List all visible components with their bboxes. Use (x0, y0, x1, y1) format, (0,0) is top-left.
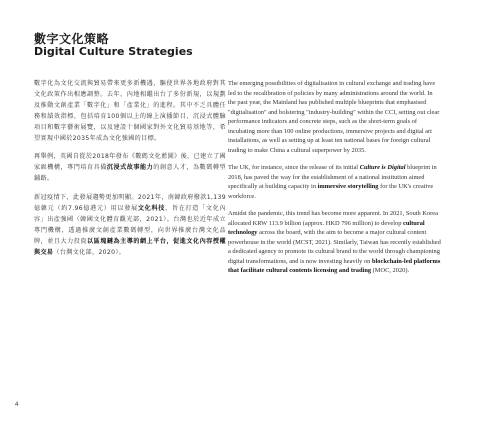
english-column (228, 79, 442, 284)
en-paragraph-3 (228, 209, 442, 276)
zh-p2-text-c: 的創意人才，為數碼轉型鋪路。 (34, 164, 226, 183)
en-p2-bold-immersive: immersive storytelling (317, 183, 379, 190)
zh-paragraph-3 (34, 193, 226, 258)
page-title-english: Digital Culture Strategies (34, 45, 193, 58)
en-p2-text-a: The UK, for instance, since the release of its initial (228, 164, 360, 171)
en-paragraph-1: The emerging possibilities of digitalisation in cultural exchange and trading have led to the recalibration of policies by many administrations around the world. In the past year, the Mainland has published multiple blueprints that emphasised "digitalisation" and bolstering "industry-building" within the CCI, setting out clear performance indicators and concrete steps, such as the short-term goals of incubating more than 100 online productions, immersive projects and digital art installations, as well as setting up at least ten national bases for foreign cultural trading to make China a cultural superpower by 2035. (228, 80, 440, 154)
zh-paragraph-2 (34, 152, 226, 185)
zh-p3-bold-blockchain: 以區塊鏈為主導的網上平台，促進文化內容授權與交易 (34, 237, 226, 256)
zh-paragraph-1: 數字化為文化交流與貿易帶來更多新機遇，驅使世界各地政府對其文化政策作出相應調整。去年，內地相繼出台了多份新規，以規劃及推動文創產業「數字化」和「產業化」的進程。其中不乏具體任務和績效指標，包括培育100個以上的線上演播節目、沉浸式體驗項目和數字藝術展覽，以及建設十個國家對外文化貿易基地等，希望實現中國於2035年成為文化強國的目標。 (34, 80, 226, 142)
en-p3-text-a: Amidst the pandemic, this trend has become more apparent. In 2021, South Korea allocated KRW 113.9 billion (approx. HKD 796 million) to develop (228, 210, 438, 227)
zh-p3-text-e: （台灣文化部，2020）。 (53, 248, 126, 256)
en-p3-text-e: (MOC, 2020). (371, 267, 410, 274)
chinese-column (34, 79, 226, 267)
en-p2-text-e: for the UK's creative workforce. (228, 183, 434, 200)
zh-p3-bold-culture-tech: 文化科技 (137, 205, 166, 213)
zh-p2-bold-immersive: 沉浸式故事能力 (106, 164, 154, 172)
en-p3-text-c: across the board, with the aim to become a major cultural content powerhouse in the world (MCST, 2021). Similarly, Taiwan has recently established a dedicated agency to promote its cultural brand to the world through championing digital transformations, and is now investing heavily on (228, 229, 441, 265)
page-number: 4 (15, 402, 19, 408)
en-paragraph-2 (228, 163, 442, 201)
en-p2-italic-title: Culture is Digital (359, 164, 406, 171)
en-p3-bold-blockchain: blockchain-led platforms that facilitate cultural contents licensing and trading (228, 257, 441, 274)
en-p3-bold-culture-tech: cultural technology (228, 219, 425, 236)
page-title-chinese: 數字文化策略 (34, 32, 110, 46)
en-p2-text-c: blueprint in 2018, has paved the way for the establishment of a national institution aimed specifically at building capacity in (228, 164, 437, 190)
zh-p3-text-c: ，旨在打造「文化內容」出產強國（韓國文化體育觀光部，2021）。台灣也於近年成立專門機構，透過推廣文創產業數碼轉型，向世界推廣台灣文化品牌，並且大力投資 (34, 205, 226, 245)
zh-p3-text-a: 新冠疫情下，此發展趨勢更加明顯。2021年，南韓政府撥款1,139億韓元（約7.96億港元）用以發展 (34, 194, 226, 213)
zh-p2-text-a: 再舉例，英國自從於2018年發布《數碼文化藍圖》後，已建立了國家級機構，專門培育具備 (34, 153, 226, 172)
